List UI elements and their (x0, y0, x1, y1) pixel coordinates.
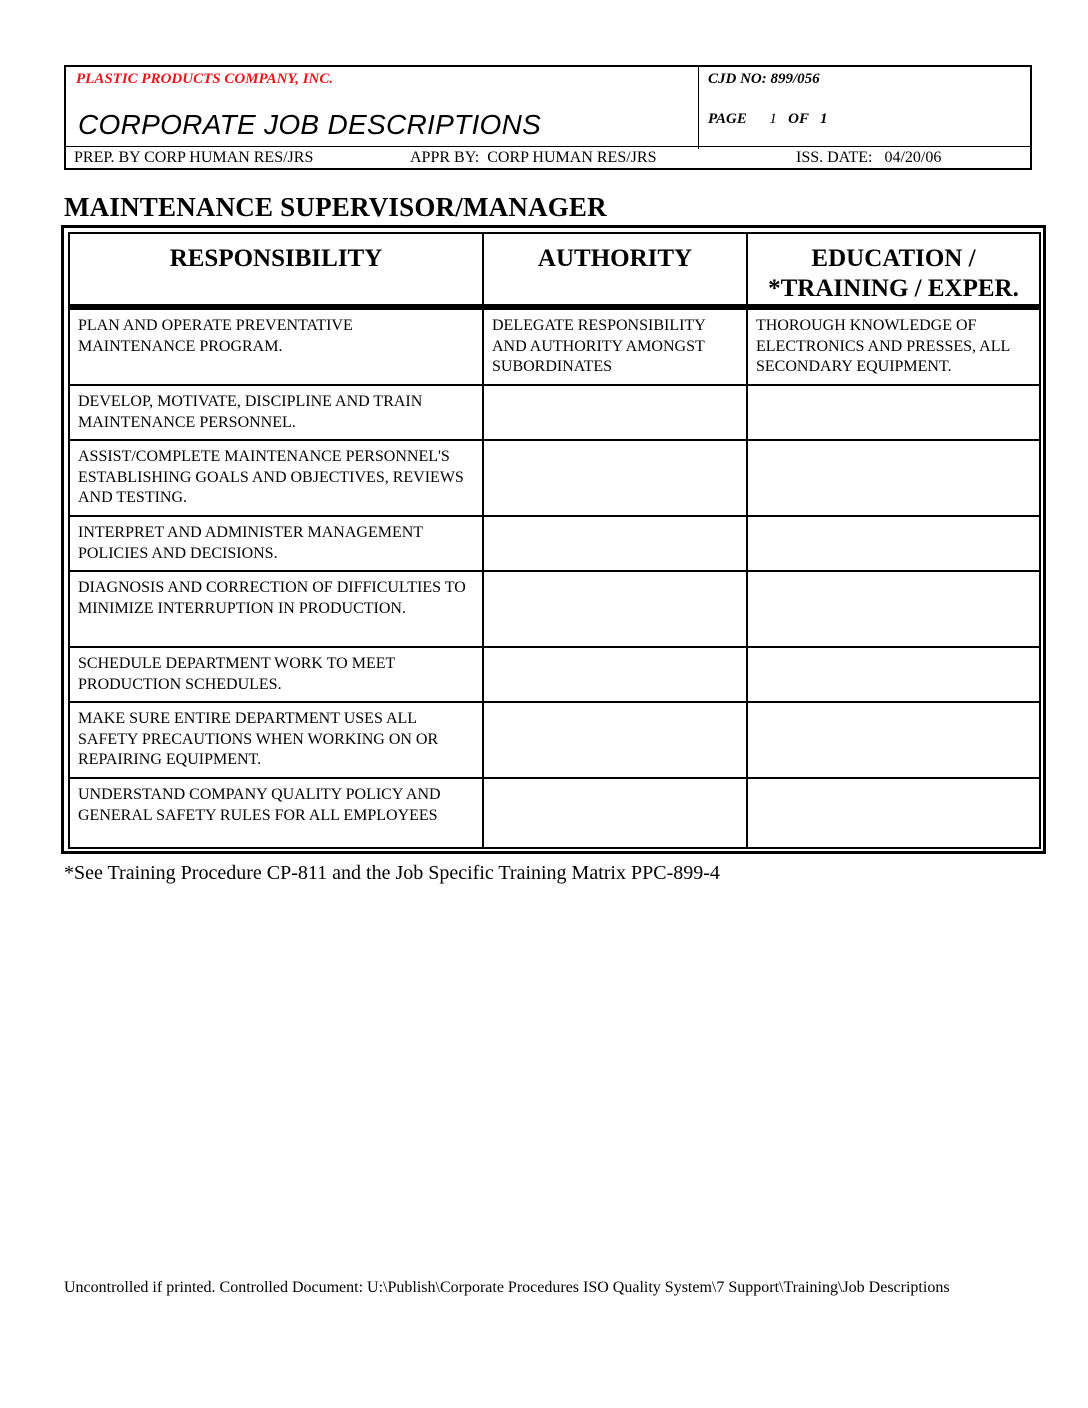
authority-cell (483, 385, 747, 440)
responsibility-cell: PLAN AND OPERATE PREVENTATIVE MAINTENANCE PROGRAM. (69, 309, 483, 385)
job-description-table-frame (61, 225, 1046, 854)
cjd-number: CJD NO: 899/056 (708, 71, 820, 87)
education-cell (747, 778, 1040, 848)
company-name: PLASTIC PRODUCTS COMPANY, INC. (76, 71, 334, 87)
table-row (69, 309, 1040, 385)
education-cell (747, 385, 1040, 440)
education-cell (747, 440, 1040, 516)
document-title: CORPORATE JOB DESCRIPTIONS (78, 109, 542, 140)
responsibility-cell: INTERPRET AND ADMINISTER MANAGEMENT POLICIES AND DECISIONS. (69, 516, 483, 571)
page-indicator (708, 111, 827, 128)
table-row (69, 778, 1040, 848)
col-header-responsibility: RESPONSIBILITY (69, 233, 483, 306)
table-row (69, 440, 1040, 516)
approved-by: APPR BY: CORP HUMAN RES/JRS (410, 149, 657, 166)
responsibility-cell: UNDERSTAND COMPANY QUALITY POLICY AND GENERAL SAFETY RULES FOR ALL EMPLOYEES (69, 778, 483, 848)
training-footnote: *See Training Procedure CP-811 and the Job Specific Training Matrix PPC-899-4 (64, 862, 720, 884)
responsibility-cell: DIAGNOSIS AND CORRECTION OF DIFFICULTIES TO MINIMIZE INTERRUPTION IN PRODUCTION. (69, 571, 483, 647)
header-bottom-strip (64, 146, 1032, 170)
header-top-box (64, 65, 1032, 147)
responsibility-cell: SCHEDULE DEPARTMENT WORK TO MEET PRODUCTION SCHEDULES. (69, 647, 483, 702)
responsibility-cell: ASSIST/COMPLETE MAINTENANCE PERSONNEL'S ESTABLISHING GOALS AND OBJECTIVES, REVIEWS AND TESTING. (69, 440, 483, 516)
table-row (69, 516, 1040, 571)
education-cell (747, 702, 1040, 778)
page-total: 1 (819, 111, 828, 127)
col-header-education (747, 233, 1040, 306)
document-footer: Uncontrolled if printed. Controlled Document: U:\Publish\Corporate Procedures ISO Quality System\7 Support\Training\Job Descriptions (64, 1279, 950, 1296)
responsibility-cell: DEVELOP, MOTIVATE, DISCIPLINE AND TRAIN MAINTENANCE PERSONNEL. (69, 385, 483, 440)
table-header-row (69, 233, 1040, 306)
authority-cell (483, 702, 747, 778)
page-number: 1 (769, 111, 777, 127)
of-label: OF (788, 111, 809, 127)
education-cell (747, 647, 1040, 702)
table-row (69, 571, 1040, 647)
page-label: PAGE (708, 111, 747, 127)
document-header (64, 65, 1032, 170)
authority-cell (483, 571, 747, 647)
issue-date: ISS. DATE: 04/20/06 (796, 149, 942, 166)
authority-cell (483, 778, 747, 848)
authority-cell (483, 516, 747, 571)
header-divider (698, 67, 699, 149)
education-cell: THOROUGH KNOWLEDGE OF ELECTRONICS AND PRESSES, ALL SECONDARY EQUIPMENT. (747, 309, 1040, 385)
prepared-by: PREP. BY CORP HUMAN RES/JRS (74, 149, 314, 166)
job-title: MAINTENANCE SUPERVISOR/MANAGER (64, 192, 607, 222)
col-header-education-line1: EDUCATION / (811, 245, 976, 272)
table-row (69, 702, 1040, 778)
authority-cell (483, 440, 747, 516)
responsibility-cell: MAKE SURE ENTIRE DEPARTMENT USES ALL SAFETY PRECAUTIONS WHEN WORKING ON OR REPAIRING EQUIPMENT. (69, 702, 483, 778)
table-row (69, 647, 1040, 702)
education-cell (747, 516, 1040, 571)
authority-cell: DELEGATE RESPONSIBILITY AND AUTHORITY AMONGST SUBORDINATES (483, 309, 747, 385)
education-cell (747, 571, 1040, 647)
job-description-table (68, 232, 1041, 849)
col-header-authority: AUTHORITY (483, 233, 747, 306)
authority-cell (483, 647, 747, 702)
table-row (69, 385, 1040, 440)
col-header-education-line2: *TRAINING / EXPER. (768, 275, 1019, 302)
